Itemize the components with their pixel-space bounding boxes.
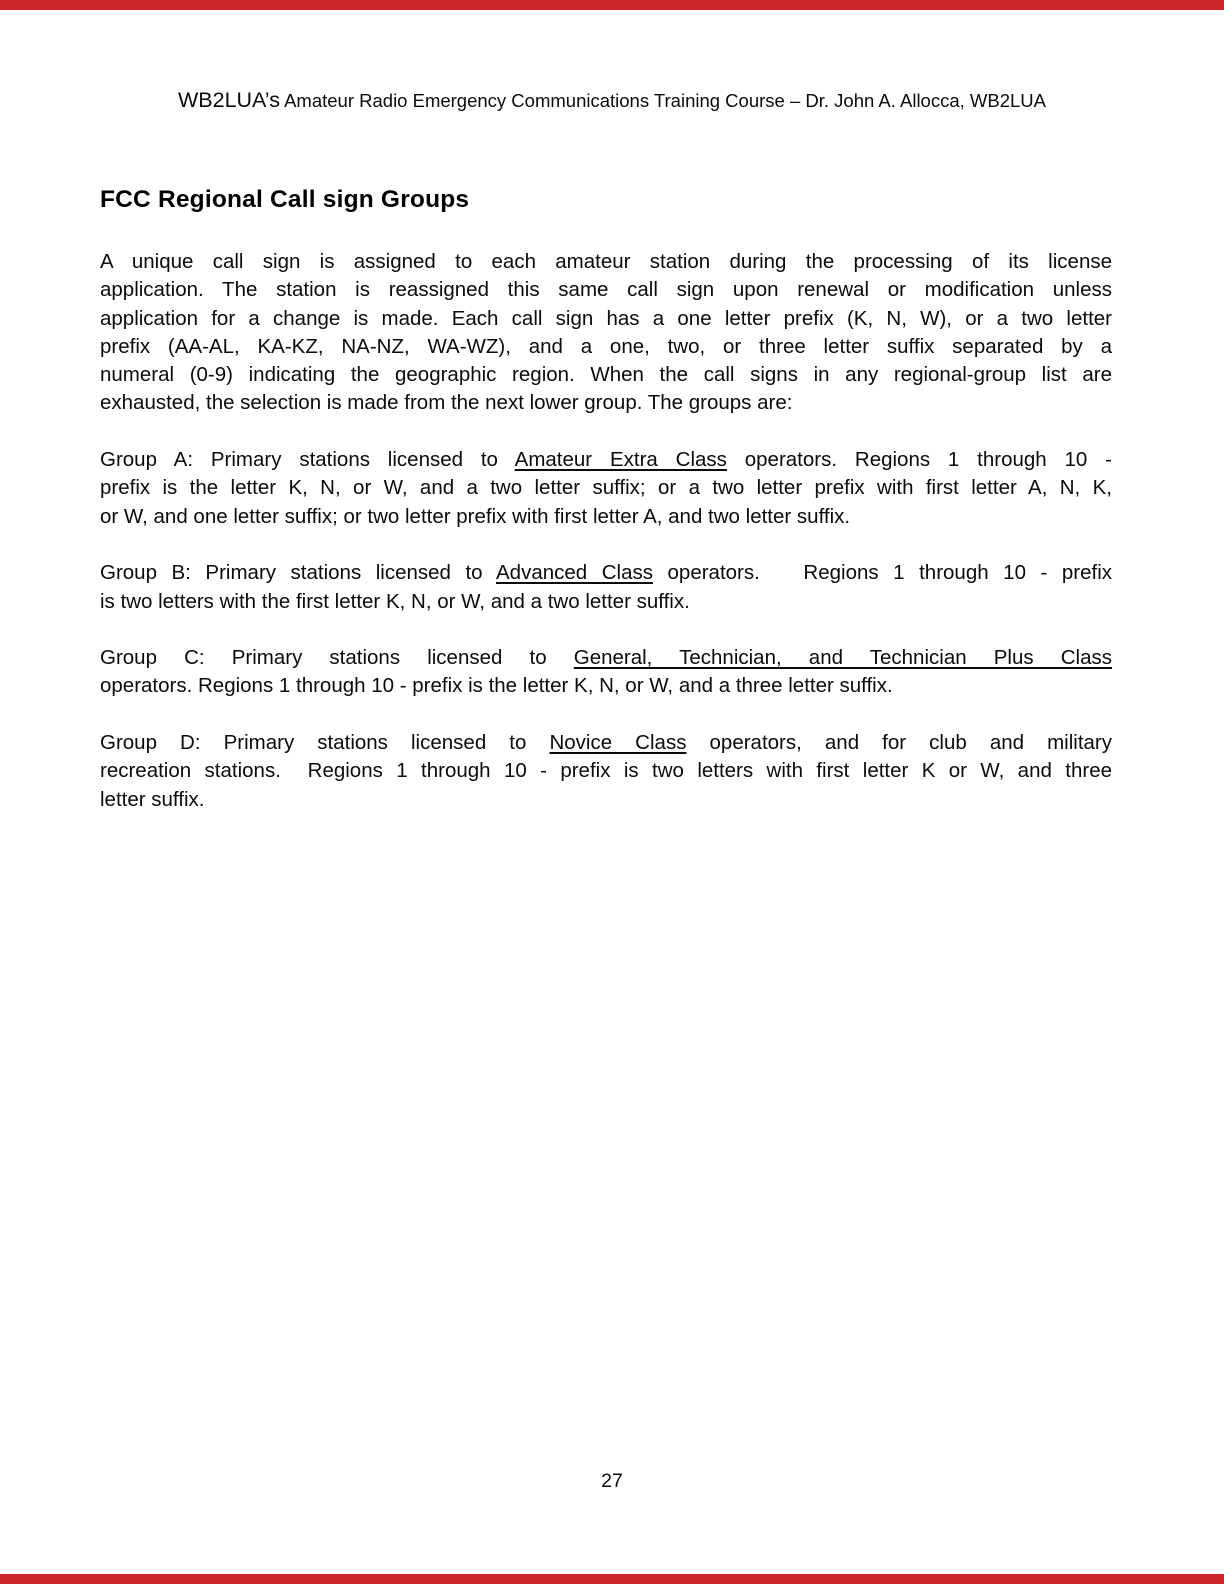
text-line [100,276,1112,304]
header-callsign: WB2LUA’s [177,88,280,112]
text-run: numeral (0-9) indicating the geographic region. When the call signs in any regional-group list are [100,363,1112,387]
text-run: operators. Regions 1 through 10 - [726,448,1112,472]
header-course-title: Amateur Radio Emergency Communications Training Course – Dr. John A. Allocca, WB2LUA [279,90,1046,111]
text-line [100,644,1112,672]
text-run: application. The station is reassigned this same call sign upon renewal or modification unless [100,278,1112,302]
text-run: exhausted, the selection is made from the next lower group. The groups are: [100,391,793,415]
text-run: Group C: Primary stations licensed to [100,646,574,670]
underlined-class-phrase: Advanced Class [496,561,653,585]
text-run: prefix is the letter K, N, or W, and a two letter suffix; or a two letter prefix with first letter A, N, K, [100,476,1112,500]
text-line [100,333,1112,361]
text-line [100,672,1112,700]
text-run: recreation stations. Regions 1 through 10 - prefix is two letters with first letter K or W, and three [100,759,1112,783]
text-run: Group B: Primary stations licensed to [100,561,496,585]
text-line [100,361,1112,389]
text-line [100,559,1112,587]
paragraph [100,559,1112,616]
text-line [100,757,1112,785]
text-line [100,389,1112,417]
text-line [100,248,1112,276]
paragraph [100,729,1112,814]
text-line [100,503,1112,531]
text-line [100,588,1112,616]
page-header [0,88,1224,113]
underlined-class-phrase: Amateur Extra Class [514,448,727,472]
text-run: operators. Regions 1 through 10 - prefix [652,561,1112,585]
text-line [100,786,1112,814]
text-run: operators, and for club and military [686,731,1113,755]
paragraph [100,446,1112,531]
top-edge-bar [0,0,1224,10]
bottom-edge-bar [0,1574,1224,1584]
text-run: operators. Regions 1 through 10 - prefix is the letter K, N, or W, and a three letter suffix. [100,674,893,698]
text-run: application for a change is made. Each call sign has a one letter prefix (K, N, W), or a two letter [100,306,1112,330]
text-line [100,474,1112,502]
text-run: letter suffix. [100,787,205,811]
text-line [100,729,1112,757]
text-run: A unique call sign is assigned to each amateur station during the processing of its license [100,250,1112,273]
underlined-class-phrase: Novice Class [549,731,687,755]
underlined-class-phrase: General, Technician, and Technician Plus Class [573,646,1112,670]
paragraph [100,644,1112,701]
text-line [100,305,1112,333]
text-run: is two letters with the first letter K, N, or W, and a two letter suffix. [100,589,690,613]
text-run: or W, and one letter suffix; or two letter prefix with first letter A, and two letter suffix. [100,504,851,528]
body-paragraphs [100,248,1112,842]
text-run: Group A: Primary stations licensed to [100,448,515,472]
text-run: Group D: Primary stations licensed to [100,731,550,755]
text-line [100,446,1112,474]
page-number: 27 [601,1470,623,1492]
text-run: prefix (AA-AL, KA-KZ, NA-NZ, WA-WZ), and a one, two, or three letter suffix separated by a [100,334,1112,358]
section-title: FCC Regional Call sign Groups [100,186,470,213]
paragraph [100,248,1112,418]
